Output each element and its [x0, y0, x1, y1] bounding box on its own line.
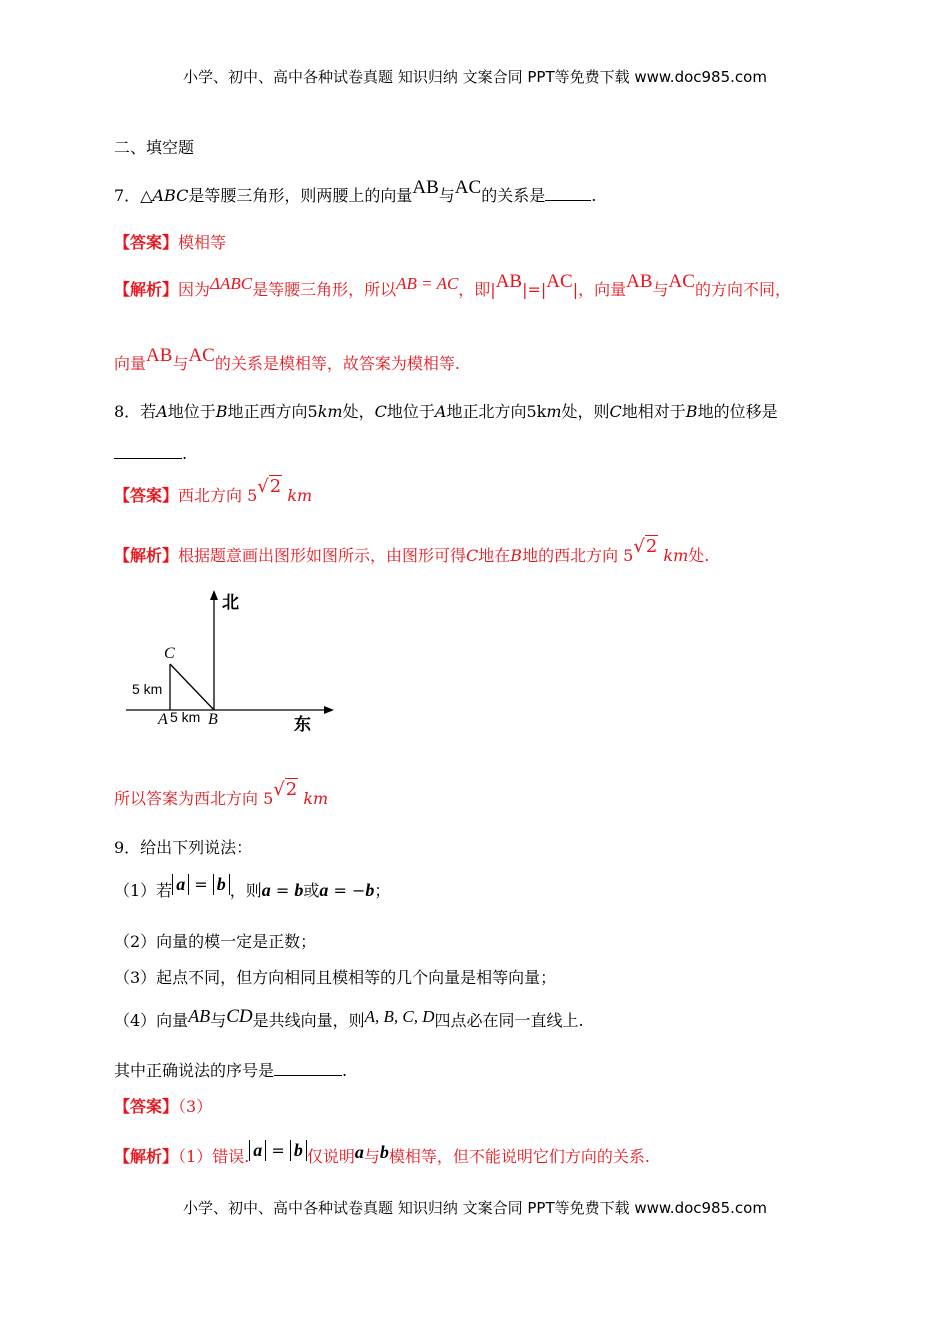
q9-text: 其中正确说法的序号是 [114, 1061, 275, 1080]
q7-end: . [591, 186, 597, 205]
east-label: 东 [294, 715, 311, 735]
q7-analysis-text: |，向量 [572, 280, 627, 299]
q9-intro: 9．给出下列说法： [114, 838, 253, 857]
q7-text-1: 是等腰三角形，则两腰上的向量 [188, 186, 413, 205]
q8-text: 处，则 [561, 402, 610, 421]
equals-negative: = − [328, 881, 366, 900]
q8-analysis [114, 536, 710, 566]
q9-statement-3: （3）起点不同，但方向相同且模相等的几个向量是相等向量； [114, 968, 557, 987]
q9-analysis-text: （1）错误. [178, 1147, 250, 1166]
q9-text: 是共线向量，则 [252, 1011, 365, 1030]
q9-analysis-label: 【解析】 [114, 1147, 179, 1166]
q8-point-c: C [374, 402, 387, 421]
q7-vector-ab: AB [626, 271, 653, 292]
q7-yu: 与 [172, 354, 189, 373]
q9-text: （1）若 [114, 881, 173, 900]
vector-a: a [176, 874, 186, 894]
q8-analysis-text: 地的西北方向 5 [522, 546, 634, 565]
vector-b: b [379, 1142, 389, 1162]
north-arrow-icon [210, 590, 218, 600]
vector-b: b [293, 1140, 303, 1160]
equals-sign: = [270, 881, 295, 900]
q8-point-a: A [434, 402, 447, 421]
q8-text: 地位于 [167, 402, 216, 421]
q8-conclusion [114, 779, 329, 809]
vector-cd: CD [226, 1006, 253, 1027]
q7-analysis-text: 是等腰三角形，所以 [252, 280, 397, 299]
q8-answer [114, 476, 313, 506]
q7-vector-ab: AB [146, 345, 173, 366]
q8-answer-text: 西北方向 5 [178, 486, 258, 505]
q7-answer-blank [545, 186, 591, 201]
abs-b [213, 874, 230, 895]
equals-sign: = [189, 875, 213, 894]
q8-point-c: C [466, 546, 479, 565]
q8-unit: km [663, 546, 689, 565]
q9-question [114, 1061, 347, 1081]
q7-answer-text: 模相等 [178, 233, 227, 252]
section-title: 二、填空题 [114, 138, 195, 157]
vector-a: a [253, 1140, 263, 1160]
q7-text-2: 的关系是 [481, 186, 546, 205]
vector-a: a [261, 880, 271, 900]
q7-vector-ac: AC [546, 271, 573, 292]
q9-answer-text: （3） [178, 1097, 213, 1116]
vector-a: a [319, 880, 329, 900]
q8-conclusion-text: 所以答案为西北方向 5 [114, 789, 274, 808]
q7-analysis-label: 【解析】 [114, 280, 179, 299]
vector-ab: AB [188, 1006, 211, 1026]
q9-end: . [342, 1061, 348, 1080]
sqrt-symbol: √2 [257, 476, 282, 497]
q8-text: 地正西方向 [227, 402, 308, 421]
q7-vector-ab: AB [412, 177, 439, 198]
q7-vector-ac: AC [668, 271, 695, 292]
north-label: 北 [222, 593, 239, 613]
left-distance-label: 5 km [132, 681, 163, 697]
sqrt-radicand: 2 [645, 536, 658, 557]
question-8 [114, 402, 778, 422]
q8-point-a: A [156, 402, 168, 421]
q7-ab-eq-ac: AB = AC [396, 274, 459, 293]
q9-text: 四点必在同一直线上. [434, 1011, 584, 1030]
point-b-label: B [208, 711, 218, 728]
q8-analysis-text: 处. [688, 546, 710, 565]
q8-distance: 5 [307, 402, 318, 421]
q7-answer-label: 【答案】 [114, 233, 179, 252]
q8-answer-label: 【答案】 [114, 486, 179, 505]
point-a-label: A [158, 711, 168, 728]
q9-analysis-text: 仅说明 [306, 1147, 355, 1166]
sqrt-symbol: √2 [273, 779, 298, 800]
q8-text: 地正北方向 [446, 402, 527, 421]
vector-b: b [216, 874, 226, 894]
q7-analysis-line-2 [114, 345, 460, 374]
abs-b [290, 1140, 307, 1161]
vector-b: b [365, 880, 375, 900]
points-abcd: A, B, C, D [364, 1007, 435, 1026]
q8-unit: m [546, 402, 562, 421]
q8-distance: 5k [526, 402, 547, 421]
page-header: 小学、初中、高中各种试卷真题 知识归纳 文案合同 PPT等免费下载 www.doc985.com [183, 68, 767, 86]
q9-answer-label: 【答案】 [114, 1097, 179, 1116]
abs-expression [249, 1140, 307, 1166]
point-c-label: C [164, 645, 175, 662]
q8-analysis-label: 【解析】 [114, 546, 179, 565]
q9-text: 与 [210, 1011, 227, 1030]
vector-b: b [294, 880, 304, 900]
q7-triangle-symbol: △ [140, 186, 153, 205]
q7-delta-abc: ΔABC [210, 274, 253, 293]
q9-text: ； [374, 881, 391, 900]
q8-text: 处， [342, 402, 375, 421]
q8-point-b: B [685, 402, 698, 421]
q9-statement-1 [114, 874, 391, 901]
q9-answer-blank [274, 1061, 342, 1076]
q8-point-c: C [609, 402, 622, 421]
q7-yu: 与 [438, 186, 455, 205]
q8-end: . [182, 444, 188, 463]
q8-point-b: B [215, 402, 228, 421]
q9-analysis-text: 模相等，但不能说明它们方向的关系. [388, 1147, 650, 1166]
q8-unit: km [317, 402, 343, 421]
q9-analysis-text: 与 [363, 1147, 380, 1166]
q8-answer-blank-line [114, 444, 187, 464]
abs-a [249, 1140, 266, 1161]
q7-analysis-text: ，即| [458, 280, 496, 299]
q8-text: 地相对于 [621, 402, 686, 421]
q7-analysis-text: 向量 [114, 354, 147, 373]
vector-a: a [354, 1142, 364, 1162]
q7-analysis-text: 的关系是模相等，故答案为模相等. [214, 354, 460, 373]
q7-analysis-text: 的方向不同， [694, 280, 791, 299]
q8-text: 8．若 [114, 402, 157, 421]
equals-sign: = [266, 1141, 290, 1160]
displacement-figure [118, 586, 338, 736]
q8-unit: km [287, 486, 313, 505]
q9-text: （4）向量 [114, 1011, 189, 1030]
q9-text: 或 [303, 881, 320, 900]
east-arrow-icon [324, 706, 334, 714]
q8-text: 地的位移是 [697, 402, 778, 421]
q7-vector-ac: AC [188, 345, 215, 366]
q7-vector-ab: AB [495, 271, 523, 292]
q7-analysis-text: |=| [522, 280, 547, 299]
q7-answer [114, 233, 226, 253]
segment-cb [170, 664, 214, 710]
q9-answer [114, 1097, 212, 1117]
question-7 [114, 177, 597, 206]
q9-text: ，则 [229, 881, 262, 900]
page-footer: 小学、初中、高中各种试卷真题 知识归纳 文案合同 PPT等免费下载 www.doc985.com [183, 1199, 767, 1217]
abs-a [172, 874, 189, 895]
q8-unit: km [303, 789, 329, 808]
q8-text: 地位于 [386, 402, 435, 421]
sqrt-radicand: 2 [269, 476, 282, 497]
q8-answer-blank [114, 444, 182, 459]
q7-abc: ABC [152, 186, 189, 205]
q9-statement-2: （2）向量的模一定是正数； [114, 932, 317, 951]
q8-analysis-text: 根据题意画出图形如图所示，由图形可得 [178, 546, 467, 565]
q9-analysis [114, 1140, 650, 1167]
q7-analysis-text: 因为 [178, 280, 211, 299]
q8-analysis-text: 地在 [478, 546, 511, 565]
q7-number: 7． [114, 186, 141, 205]
q7-vector-ac: AC [454, 177, 482, 198]
bottom-distance-label: 5 km [170, 709, 201, 725]
sqrt-symbol: √2 [633, 536, 658, 557]
q7-yu: 与 [652, 280, 669, 299]
sqrt-radicand: 2 [285, 779, 298, 800]
q7-analysis-line-1 [114, 271, 791, 300]
q9-statement-4 [114, 1006, 584, 1031]
q8-point-b: B [510, 546, 523, 565]
